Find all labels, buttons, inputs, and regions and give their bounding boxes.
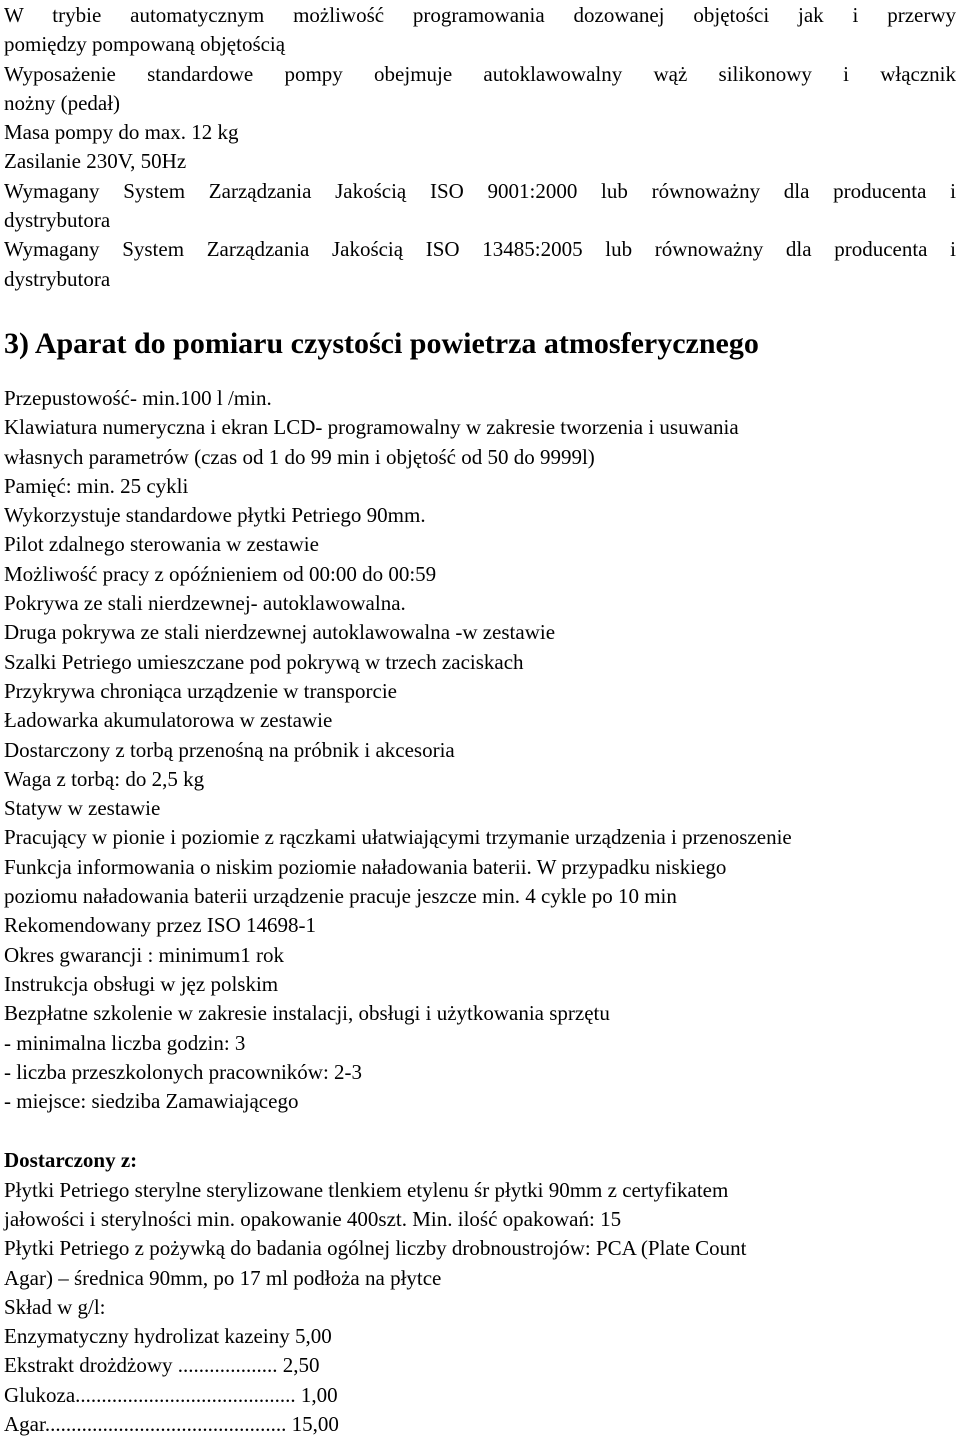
text-line: Statyw w zestawie bbox=[4, 796, 161, 821]
text-line: Glukoza.......................................... 1,00 bbox=[4, 1382, 338, 1407]
text-line: Możliwość pracy z opóźnieniem od 00:00 do 00:59 bbox=[4, 561, 437, 586]
text-line: Skład w g/l: bbox=[4, 1294, 106, 1319]
text-line: Pokrywa ze stali nierdzewnej- autoklawowalna. bbox=[4, 591, 406, 616]
text-line: Rekomendowany przez ISO 14698-1 bbox=[4, 913, 317, 938]
intro-block bbox=[4, 0, 956, 294]
text-line: Zasilanie 230V, 50Hz bbox=[4, 149, 187, 174]
text-line: Płytki Petriego z pożywką do badania ogólnej liczby drobnoustrojów: PCA (Plate Count bbox=[4, 1236, 747, 1261]
text-line: - minimalna liczba godzin: 3 bbox=[4, 1030, 246, 1055]
text-line: Klawiatura numeryczna i ekran LCD- programowalny w zakresie tworzenia i usuwania bbox=[4, 415, 739, 440]
text-line: Waga z torbą: do 2,5 kg bbox=[4, 766, 205, 791]
text-line: Pracujący w pionie i poziomie z rączkami ułatwiającymi trzymanie urządzenia i przenoszenie bbox=[4, 825, 792, 850]
text-line: Masa pompy do max. 12 kg bbox=[4, 120, 239, 145]
text-line: Bezpłatne szkolenie w zakresie instalacji, obsługi i użytkowania sprzętu bbox=[4, 1001, 610, 1026]
spec-block bbox=[4, 384, 956, 1116]
text-line: Szalki Petriego umieszczane pod pokrywą w trzech zaciskach bbox=[4, 649, 524, 674]
text-line: dystrybutora bbox=[4, 208, 111, 233]
text-line: Enzymatyczny hydrolizat kazeiny 5,00 bbox=[4, 1324, 332, 1349]
text-line: Wymagany System Zarządzania Jakością ISO 9001:2000 lub równoważny dla producenta i bbox=[4, 178, 956, 203]
section-heading: 3) Aparat do pomiaru czystości powietrza atmosferycznego bbox=[4, 326, 759, 360]
text-line: Przepustowość- min.100 l /min. bbox=[4, 385, 272, 410]
text-line: Druga pokrywa ze stali nierdzewnej autoklawowalna -w zestawie bbox=[4, 620, 556, 645]
text-line: Ekstrakt drożdżowy ................... 2,50 bbox=[4, 1353, 320, 1378]
text-line: nożny (pedał) bbox=[4, 90, 121, 115]
text-line: Wykorzystuje standardowe płytki Petriego 90mm. bbox=[4, 503, 426, 528]
text-line: W trybie automatycznym możliwość programowania dozowanej objętości jak i przerwy bbox=[4, 3, 956, 27]
text-line: Pilot zdalnego sterowania w zestawie bbox=[4, 532, 319, 557]
text-line: Wymagany System Zarządzania Jakością ISO 13485:2005 lub równoważny dla producenta i bbox=[4, 237, 956, 262]
delivered-heading: Dostarczony z: bbox=[4, 1148, 138, 1173]
text-line: Agar.............................................. 15,00 bbox=[4, 1412, 339, 1437]
text-line: - miejsce: siedziba Zamawiającego bbox=[4, 1089, 299, 1114]
delivered-block bbox=[4, 1176, 956, 1440]
text-line: Pamięć: min. 25 cykli bbox=[4, 473, 189, 498]
text-line: dystrybutora bbox=[4, 266, 111, 291]
text-line: Instrukcja obsługi w jęz polskim bbox=[4, 971, 279, 996]
text-line: jałowości i sterylności min. opakowanie 400szt. Min. ilość opakowań: 15 bbox=[4, 1206, 622, 1231]
text-line: Ładowarka akumulatorowa w zestawie bbox=[4, 708, 333, 733]
text-line: pomiędzy pompowaną objętością bbox=[4, 32, 286, 57]
text-line: - liczba przeszkolonych pracowników: 2-3 bbox=[4, 1059, 363, 1084]
text-line: Płytki Petriego sterylne sterylizowane tlenkiem etylenu śr płytki 90mm z certyfikatem bbox=[4, 1177, 729, 1202]
text-line: Agar) – średnica 90mm, po 17 ml podłoża na płytce bbox=[4, 1265, 442, 1290]
text-line: Okres gwarancji : minimum1 rok bbox=[4, 942, 284, 967]
text-line: Dostarczony z torbą przenośną na próbnik i akcesoria bbox=[4, 737, 455, 762]
text-line: poziomu naładowania baterii urządzenie pracuje jeszcze min. 4 cykle po 10 min bbox=[4, 884, 677, 909]
text-line: Przykrywa chroniąca urządzenie w transporcie bbox=[4, 678, 397, 703]
text-line: Funkcja informowania o niskim poziomie naładowania baterii. W przypadku niskiego bbox=[4, 854, 727, 879]
text-line: Wyposażenie standardowe pompy obejmuje autoklawowalny wąż silikonowy i włącznik bbox=[4, 61, 956, 86]
text-line: własnych parametrów (czas od 1 do 99 min i objętość od 50 do 9999l) bbox=[4, 444, 595, 469]
